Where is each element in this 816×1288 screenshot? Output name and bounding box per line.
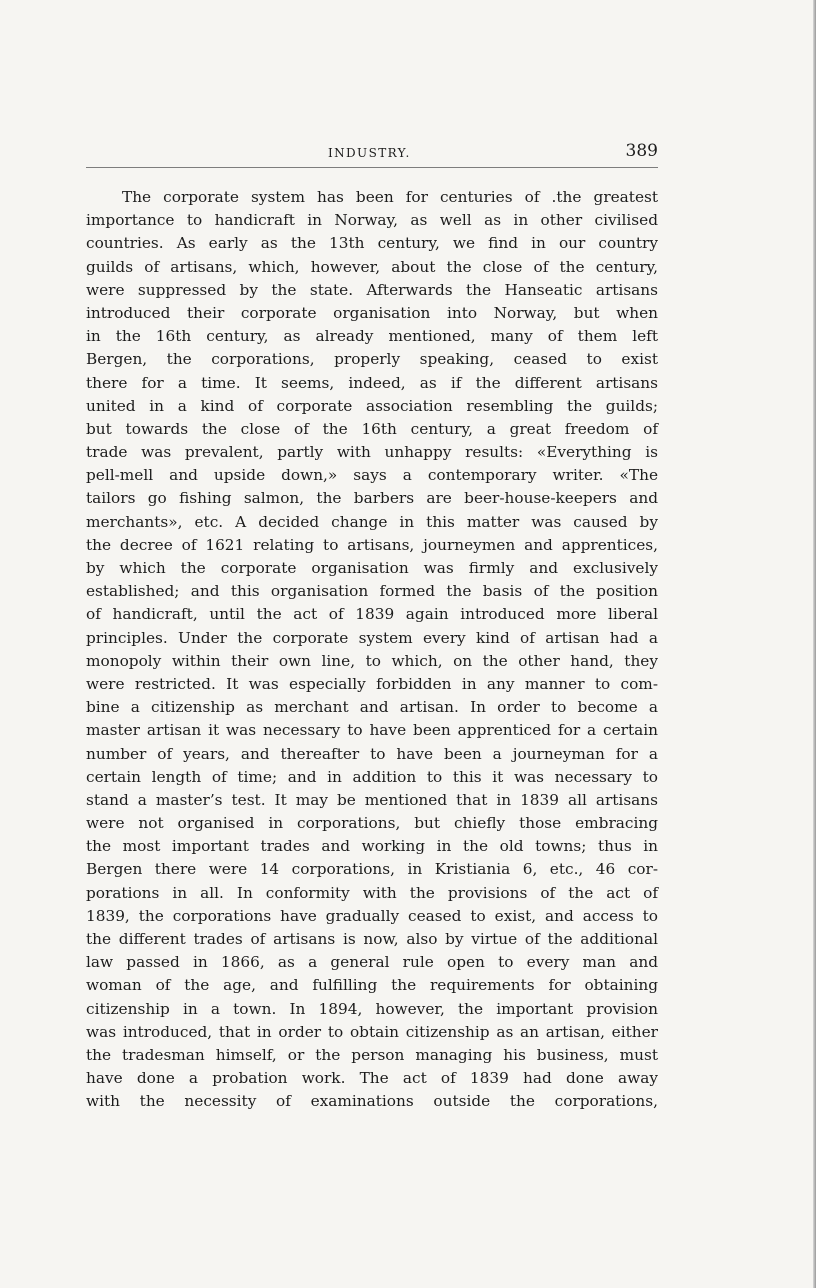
text-line: porations in all. In conformity with the provisions of the act of bbox=[86, 883, 658, 902]
text-line: by which the corporate organisation was firmly and exclusively bbox=[86, 559, 658, 577]
text-line: law passed in 1866, as a general rule open to every man and bbox=[86, 953, 658, 972]
text-line: were not organised in corporations, but chiefly those embracing bbox=[86, 814, 658, 833]
text-line: bine a citizenship as merchant and artisan. In order to become a bbox=[86, 698, 658, 717]
text-line: but towards the close of the 16th century, a great freedom of bbox=[86, 419, 658, 438]
text-line: pell-mell and upside down,» says a contemporary writer. «The bbox=[86, 466, 658, 485]
text-line: the different trades of artisans is now, also by virtue of the additional bbox=[86, 930, 658, 948]
text-line: The corporate system has been for centuries of .the greatest bbox=[122, 188, 658, 206]
running-title: INDUSTRY. bbox=[328, 146, 411, 160]
text-line: were restricted. It was especially forbidden in any manner to com- bbox=[86, 674, 658, 693]
text-line: in the 16th century, as already mentioned, many of them left bbox=[86, 327, 658, 346]
header-rule bbox=[86, 167, 658, 168]
text-line: certain length of time; and in addition to this it was necessary to bbox=[86, 767, 658, 786]
text-line: trade was prevalent, partly with unhappy results: «Everything is bbox=[86, 443, 658, 462]
text-line: principles. Under the corporate system every kind of artisan had a bbox=[86, 628, 658, 647]
text-line: merchants», etc. A decided change in this matter was caused by bbox=[86, 512, 658, 531]
page-number: 389 bbox=[625, 141, 658, 161]
text-line: guilds of artisans, which, however, about the close of the century, bbox=[86, 257, 658, 276]
text-line: countries. As early as the 13th century, we find in our country bbox=[86, 234, 658, 253]
text-line: the tradesman himself, or the person managing his business, must bbox=[86, 1045, 658, 1064]
text-line: the most important trades and working in the old towns; thus in bbox=[86, 837, 658, 856]
body-paragraph bbox=[86, 186, 658, 1114]
text-line: monopoly within their own line, to which, on the other hand, they bbox=[86, 651, 658, 670]
text-line: were suppressed by the state. Afterwards the Hanseatic artisans bbox=[86, 280, 658, 299]
text-line: importance to handicraft in Norway, as well as in other civilised bbox=[86, 211, 658, 230]
text-line: citizenship in a town. In 1894, however, the important provision bbox=[86, 999, 658, 1018]
text-line: with the necessity of examinations outside the corporations, bbox=[86, 1092, 658, 1111]
text-line: number of years, and thereafter to have been a journeyman for a bbox=[86, 744, 658, 763]
text-line: the decree of 1621 relating to artisans, journeymen and apprentices, bbox=[86, 535, 658, 554]
text-line: of handicraft, until the act of 1839 again introduced more liberal bbox=[86, 605, 658, 624]
text-line: woman of the age, and fulfilling the requirements for obtaining bbox=[86, 976, 658, 995]
text-line: tailors go fishing salmon, the barbers are beer-house-keepers and bbox=[86, 489, 658, 508]
text-line: 1839, the corporations have gradually ceased to exist, and access to bbox=[86, 906, 658, 925]
text-line: have done a probation work. The act of 1839 had done away bbox=[86, 1069, 658, 1088]
text-line: established; and this organisation formed the basis of the position bbox=[86, 582, 658, 601]
running-header bbox=[86, 141, 658, 165]
text-line: Bergen, the corporations, properly speaking, ceased to exist bbox=[86, 350, 658, 369]
text-line: there for a time. It seems, indeed, as if the different artisans bbox=[86, 373, 658, 392]
text-line: Bergen there were 14 corporations, in Kristiania 6, etc., 46 cor- bbox=[86, 860, 658, 879]
text-line: was introduced, that in order to obtain citizenship as an artisan, either bbox=[86, 1022, 658, 1041]
text-line: united in a kind of corporate association resembling the guilds; bbox=[86, 396, 658, 415]
text-line: master artisan it was necessary to have been apprenticed for a certain bbox=[86, 721, 658, 740]
text-line: stand a master’s test. It may be mentioned that in 1839 all artisans bbox=[86, 790, 658, 809]
text-line: introduced their corporate organisation into Norway, but when bbox=[86, 303, 658, 322]
